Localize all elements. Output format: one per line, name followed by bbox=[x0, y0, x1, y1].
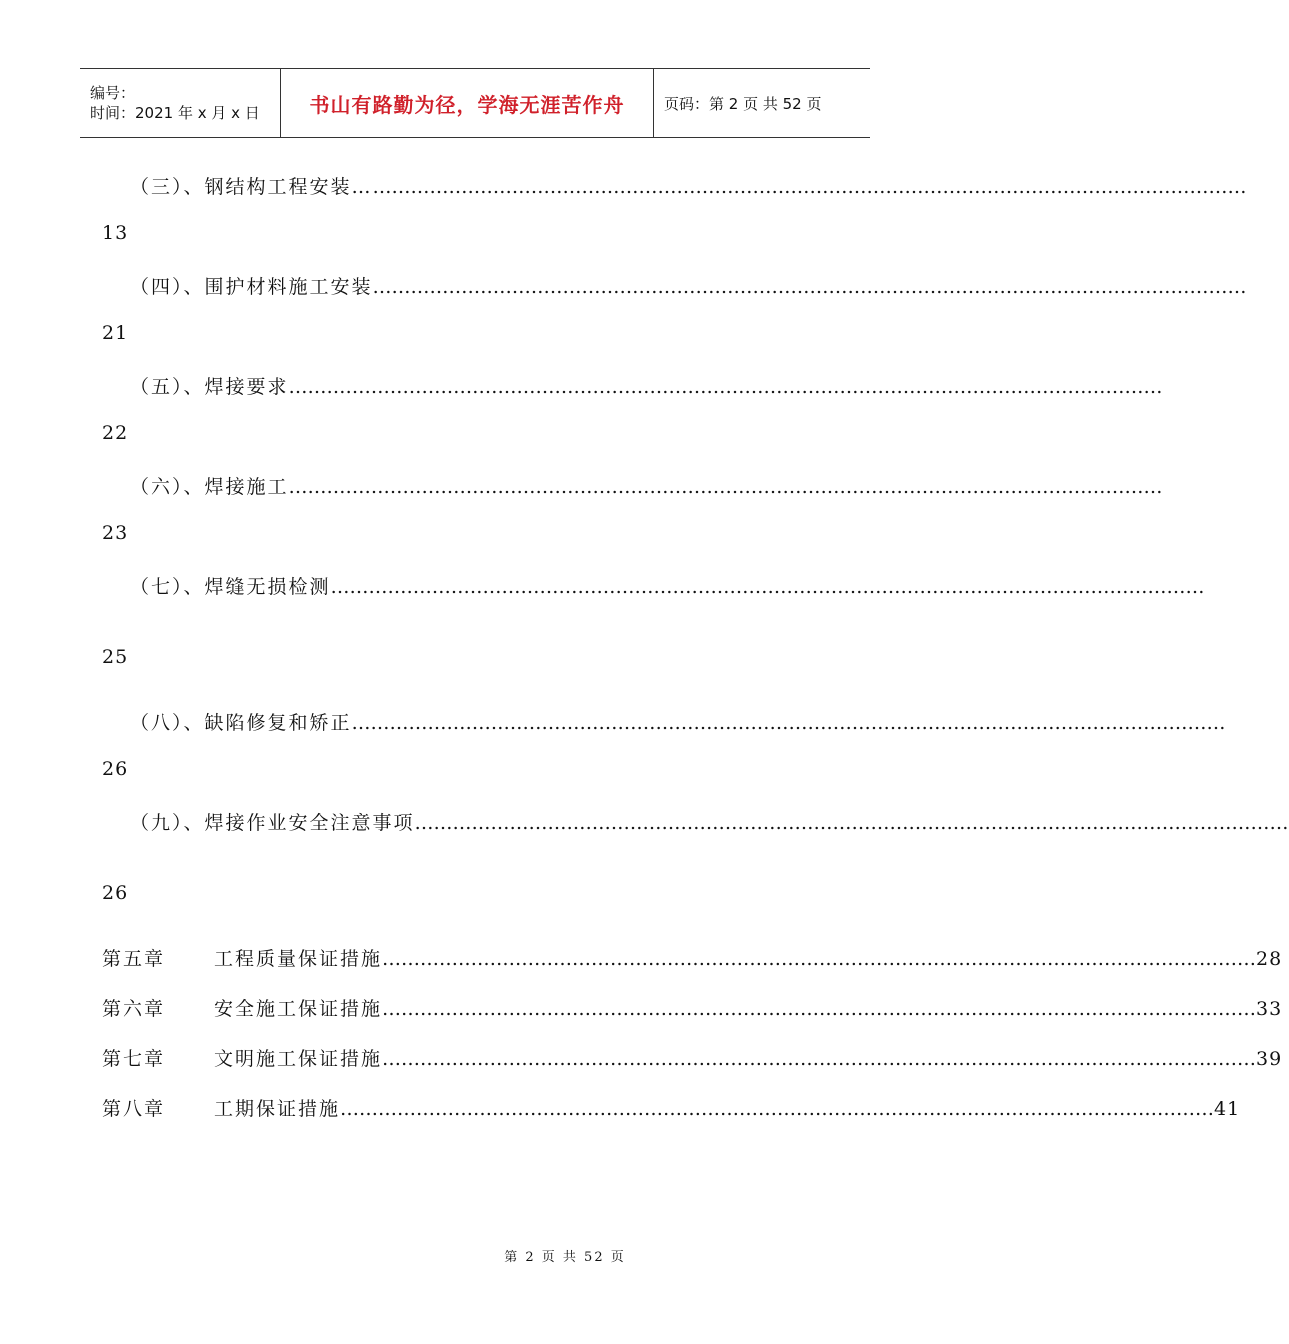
toc-entry-label: （四）、围护材料施工安装 bbox=[130, 276, 373, 298]
toc-leader-dots: ………………………………………………………………………………………………………………………… bbox=[382, 1048, 1257, 1070]
chapter-number: 第六章 bbox=[102, 998, 166, 1020]
toc-chapter-8[interactable] bbox=[102, 1094, 1241, 1121]
toc-leader-dots: ………………………………………………………………………………………………………………………… bbox=[330, 576, 1205, 598]
toc-entry-label: （七）、焊缝无损检测 bbox=[130, 576, 331, 598]
chapter-number: 第八章 bbox=[102, 1098, 166, 1120]
toc-leader-dots: ………………………………………………………………………………………………………………………… bbox=[372, 276, 1247, 298]
toc-entry-label: （八）、缺陷修复和矫正 bbox=[130, 712, 352, 734]
chapter-number: 第七章 bbox=[102, 1048, 166, 1070]
chapter-page: 39 bbox=[1256, 1048, 1283, 1070]
toc-chapter-5[interactable] bbox=[102, 944, 1283, 971]
chapter-number: 第五章 bbox=[102, 948, 166, 970]
toc-entry-page: 23 bbox=[102, 522, 129, 544]
toc-leader-dots: ………………………………………………………………………………………………………………………… bbox=[340, 1098, 1215, 1120]
page-info-text: 页码：第 2 页 共 52 页 bbox=[664, 94, 822, 113]
toc-entry-9[interactable] bbox=[130, 808, 1289, 835]
toc-chapter-6[interactable] bbox=[102, 994, 1283, 1021]
chapter-page: 33 bbox=[1256, 998, 1283, 1020]
page-header bbox=[80, 68, 870, 138]
toc-entry-label: （五）、焊接要求 bbox=[130, 376, 289, 398]
chapter-title: 文明施工保证措施 bbox=[214, 1048, 383, 1070]
toc-entry-page: 21 bbox=[102, 322, 129, 344]
page-footer bbox=[0, 1246, 950, 1265]
toc-entry-4[interactable] bbox=[130, 272, 1247, 299]
chapter-page: 28 bbox=[1256, 948, 1283, 970]
chapter-page: 41 bbox=[1214, 1098, 1241, 1120]
toc-entry-label: （六）、焊接施工 bbox=[130, 476, 289, 498]
toc-leader-dots: ………………………………………………………………………………………………………………………… bbox=[382, 948, 1257, 970]
doc-number-label: 编号： bbox=[90, 84, 136, 102]
toc-entry-page: 13 bbox=[102, 222, 129, 244]
toc-entry-6[interactable] bbox=[130, 472, 1163, 499]
toc-entry-page: 25 bbox=[102, 646, 129, 668]
toc-leader-dots: ………………………………………………………………………………………………………………………… bbox=[288, 376, 1163, 398]
toc-leader-dots: ………………………………………………………………………………………………………………………… bbox=[372, 176, 1247, 198]
toc-entry-label: （九）、焊接作业安全注意事项 bbox=[130, 812, 415, 834]
toc-entry-page: 26 bbox=[102, 882, 129, 904]
motto-text: 书山有路勤为径，学海无涯苦作舟 bbox=[309, 92, 625, 117]
toc-leader-dots: ………………………………………………………………………………………………………………………… bbox=[288, 476, 1163, 498]
toc-leader-dots: ………………………………………………………………………………………………………………………… bbox=[382, 998, 1257, 1020]
header-page-info bbox=[654, 69, 870, 137]
toc-entry-7[interactable] bbox=[130, 572, 1205, 599]
toc-entry-3[interactable] bbox=[130, 172, 1247, 199]
header-meta bbox=[80, 69, 281, 137]
toc-chapter-7[interactable] bbox=[102, 1044, 1283, 1071]
toc-entry-page: 22 bbox=[102, 422, 129, 444]
doc-date: 时间：2021 年 x 月 x 日 bbox=[90, 104, 260, 122]
chapter-title: 安全施工保证措施 bbox=[214, 998, 383, 1020]
chapter-title: 工程质量保证措施 bbox=[214, 948, 383, 970]
header-motto bbox=[281, 69, 654, 137]
footer-page-number: 第 2 页 共 52 页 bbox=[504, 1250, 626, 1265]
chapter-title: 工期保证措施 bbox=[214, 1098, 341, 1120]
toc-entry-8[interactable] bbox=[130, 708, 1226, 735]
toc-entry-5[interactable] bbox=[130, 372, 1163, 399]
toc-entry-label: （三）、钢结构工程安装… bbox=[130, 176, 373, 198]
toc-leader-dots: ………………………………………………………………………………………………………………………… bbox=[414, 812, 1289, 834]
toc-entry-page: 26 bbox=[102, 758, 129, 780]
toc-leader-dots: ………………………………………………………………………………………………………………………… bbox=[351, 712, 1226, 734]
